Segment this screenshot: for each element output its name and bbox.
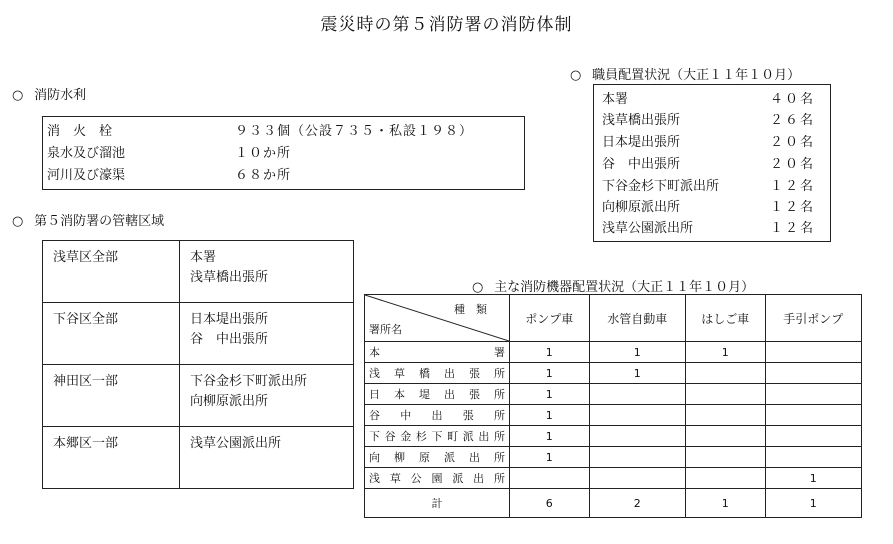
column-header: 水管自動車 <box>589 295 685 342</box>
area-cell: 下谷区全部 <box>43 303 180 365</box>
count-cell <box>765 405 861 426</box>
count-cell: 1 <box>510 363 590 384</box>
corner-top-label: 種 類 <box>454 303 487 316</box>
staff-value: １２名 <box>770 179 816 194</box>
table-row <box>43 365 354 427</box>
count-cell <box>765 447 861 468</box>
circle-bullet-icon: ○ <box>12 88 24 103</box>
water-label: 河川及び濠渠 <box>47 168 126 183</box>
staff-value: ４０名 <box>770 92 816 107</box>
station-name: 日本堤出張所 <box>365 384 510 405</box>
station-cell <box>180 303 354 365</box>
total-cell: 1 <box>765 489 861 518</box>
area-cell: 本郷区一部 <box>43 427 180 489</box>
station-line: 向柳原派出所 <box>190 394 269 409</box>
count-cell <box>589 447 685 468</box>
staff-label: 谷 中出張所 <box>602 157 681 172</box>
station-cell <box>180 427 354 489</box>
total-label: 計 <box>365 489 510 518</box>
count-cell <box>685 405 765 426</box>
corner-bottom-label: 署所名 <box>369 323 402 336</box>
table-row <box>365 426 862 447</box>
count-cell <box>765 426 861 447</box>
count-cell <box>685 447 765 468</box>
staff-section-heading <box>570 64 800 83</box>
staff-value: ２０名 <box>770 135 816 150</box>
water-section-heading <box>12 84 86 103</box>
staff-box <box>593 84 831 242</box>
water-value: １０か所 <box>235 146 292 161</box>
staff-label: 下谷金杉下町派出所 <box>602 179 720 194</box>
table-row <box>43 241 354 303</box>
equipment-table <box>364 294 862 518</box>
station-line: 谷 中出張所 <box>190 332 269 347</box>
count-cell <box>765 363 861 384</box>
staff-value: １２名 <box>770 200 816 215</box>
count-cell: 1 <box>510 447 590 468</box>
table-row <box>43 427 354 489</box>
table-row <box>365 468 862 489</box>
count-cell: 1 <box>685 342 765 363</box>
table-row <box>365 405 862 426</box>
count-cell <box>685 363 765 384</box>
staff-label: 日本堤出張所 <box>602 135 681 150</box>
staff-heading-text: 職員配置状況（大正１１年１０月） <box>592 68 801 83</box>
count-cell: 1 <box>765 468 861 489</box>
station-name: 浅草公園派出所 <box>365 468 510 489</box>
circle-bullet-icon: ○ <box>12 214 24 229</box>
column-header: 手引ポンプ <box>765 295 861 342</box>
count-cell: 1 <box>589 363 685 384</box>
count-cell: 1 <box>510 384 590 405</box>
count-cell: 1 <box>510 405 590 426</box>
station-name: 本署 <box>365 342 510 363</box>
table-header-row <box>365 295 862 342</box>
column-header: ポンプ車 <box>510 295 590 342</box>
staff-value: １２名 <box>770 221 816 236</box>
station-name: 向柳原派出所 <box>365 447 510 468</box>
count-cell <box>765 384 861 405</box>
corner-header-cell <box>365 295 510 342</box>
table-row <box>43 303 354 365</box>
table-row <box>365 342 862 363</box>
area-cell: 神田区一部 <box>43 365 180 427</box>
staff-label: 浅草公園派出所 <box>602 221 694 236</box>
table-row <box>365 363 862 384</box>
jurisdiction-heading-text: 第５消防署の管轄区域 <box>34 214 165 229</box>
count-cell <box>685 384 765 405</box>
water-label: 消 火 栓 <box>47 124 113 139</box>
count-cell: 1 <box>589 342 685 363</box>
water-box <box>42 116 525 190</box>
circle-bullet-icon: ○ <box>570 68 582 83</box>
staff-label: 向柳原派出所 <box>602 200 681 215</box>
column-header: はしご車 <box>685 295 765 342</box>
water-label: 泉水及び溜池 <box>47 146 126 161</box>
page-title: 震災時の第５消防署の消防体制 <box>320 15 573 35</box>
count-cell <box>510 468 590 489</box>
staff-label: 本署 <box>602 92 629 107</box>
table-row <box>365 447 862 468</box>
count-cell <box>685 426 765 447</box>
station-cell <box>180 241 354 303</box>
water-value: ９３３個（公設７３５・私設１９８） <box>235 124 474 139</box>
count-cell <box>589 426 685 447</box>
table-row <box>365 384 862 405</box>
water-heading-text: 消防水利 <box>34 88 87 103</box>
count-cell <box>685 468 765 489</box>
station-line: 浅草公園派出所 <box>190 436 282 451</box>
equipment-heading-text: 主な消防機器配置状況（大正１１年１０月） <box>494 280 755 295</box>
equipment-section-heading <box>472 276 754 295</box>
water-value: ６８か所 <box>235 168 292 183</box>
count-cell <box>589 405 685 426</box>
staff-label: 浅草橋出張所 <box>602 113 681 128</box>
station-cell <box>180 365 354 427</box>
station-line: 日本堤出張所 <box>190 312 269 327</box>
total-cell: 1 <box>685 489 765 518</box>
total-cell: 2 <box>589 489 685 518</box>
station-line: 下谷金杉下町派出所 <box>190 374 308 389</box>
station-name: 下谷金杉下町派出所 <box>365 426 510 447</box>
station-line: 本署 <box>190 250 217 265</box>
count-cell: 1 <box>510 342 590 363</box>
area-cell: 浅草区全部 <box>43 241 180 303</box>
staff-value: ２６名 <box>770 113 816 128</box>
station-name: 谷中出張所 <box>365 405 510 426</box>
count-cell <box>589 468 685 489</box>
total-row <box>365 489 862 518</box>
total-cell: 6 <box>510 489 590 518</box>
station-line: 浅草橋出張所 <box>190 270 269 285</box>
count-cell <box>589 384 685 405</box>
jurisdiction-section-heading <box>12 210 164 229</box>
staff-value: ２０名 <box>770 157 816 172</box>
circle-bullet-icon: ○ <box>472 280 484 295</box>
count-cell: 1 <box>510 426 590 447</box>
station-name: 浅草橋出張所 <box>365 363 510 384</box>
count-cell <box>765 342 861 363</box>
jurisdiction-table <box>42 240 354 489</box>
